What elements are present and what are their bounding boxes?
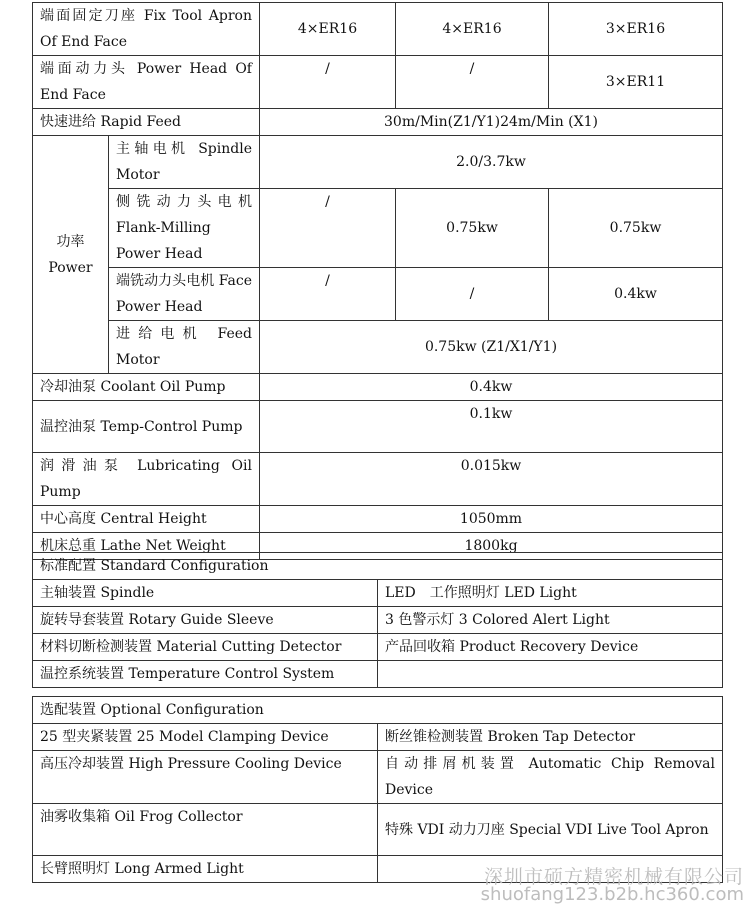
watermark-url: shuofang123.b2b.hc360.com xyxy=(480,884,744,905)
power-head-v2: / xyxy=(396,56,549,109)
table-row xyxy=(33,453,723,506)
temp-pump-label: 温控油泵 Temp-Control Pump xyxy=(33,401,260,453)
net-weight-label: 机床总重 Lathe Net Weight xyxy=(33,533,260,560)
flank-milling-label: 侧铣动力头电机 Flank-Milling Power Head xyxy=(109,189,260,268)
central-height-label: 中心高度 Central Height xyxy=(33,506,260,533)
flank-milling-v2: 0.75kw xyxy=(396,189,549,268)
optional-config-table xyxy=(32,696,723,883)
table-row xyxy=(33,697,723,724)
table-row xyxy=(33,401,723,453)
table-row xyxy=(33,634,723,661)
table-row xyxy=(33,109,723,136)
table-row xyxy=(33,580,723,607)
table-row xyxy=(33,661,723,688)
power-head-label: 端面动力头 Power Head Of End Face xyxy=(33,56,260,109)
power-head-v1: / xyxy=(260,56,396,109)
optional-item: 油雾收集箱 Oil Frog Collector xyxy=(33,804,378,856)
standard-config-table xyxy=(32,552,723,688)
table-row xyxy=(33,804,723,856)
table-row xyxy=(33,607,723,634)
table-row xyxy=(33,506,723,533)
table-row xyxy=(33,321,723,374)
standard-item: 材料切断检测装置 Material Cutting Detector xyxy=(33,634,378,661)
lub-pump-value: 0.015kw xyxy=(260,453,723,506)
table-row xyxy=(33,189,723,268)
face-power-head-v1: / xyxy=(260,268,396,321)
rapid-feed-label: 快速进给 Rapid Feed xyxy=(33,109,260,136)
coolant-pump-value: 0.4kw xyxy=(260,374,723,401)
table-row xyxy=(33,374,723,401)
table-row xyxy=(33,3,723,56)
rapid-feed-value: 30m/Min(Z1/Y1)24m/Min (X1) xyxy=(260,109,723,136)
fix-tool-apron-v3: 3×ER16 xyxy=(549,3,723,56)
face-power-head-v2: / xyxy=(396,268,549,321)
optional-item: 25 型夹紧装置 25 Model Clamping Device xyxy=(33,724,378,751)
table-row xyxy=(33,268,723,321)
standard-item: 产品回收箱 Product Recovery Device xyxy=(378,634,723,661)
table-row xyxy=(33,136,723,189)
table-row xyxy=(33,751,723,804)
spec-table xyxy=(32,2,723,560)
power-head-v3: 3×ER11 xyxy=(549,56,723,109)
feed-motor-value: 0.75kw (Z1/X1/Y1) xyxy=(260,321,723,374)
spindle-motor-label: 主轴电机 Spindle Motor xyxy=(109,136,260,189)
standard-item: 旋转导套装置 Rotary Guide Sleeve xyxy=(33,607,378,634)
optional-item: 自动排屑机装置 Automatic Chip Removal Device xyxy=(378,751,723,804)
standard-item: LED 工作照明灯 LED Light xyxy=(378,580,723,607)
standard-item: 3 色警示灯 3 Colored Alert Light xyxy=(378,607,723,634)
standard-item: 主轴装置 Spindle xyxy=(33,580,378,607)
central-height-value: 1050mm xyxy=(260,506,723,533)
face-power-head-label: 端铣动力头电机 Face Power Head xyxy=(109,268,260,321)
standard-item: 温控系统装置 Temperature Control System xyxy=(33,661,378,688)
lub-pump-label: 润滑油泵 Lubricating Oil Pump xyxy=(33,453,260,506)
watermark-company: 深圳市硕方精密机械有限公司 xyxy=(483,866,744,888)
power-label: 功率 Power xyxy=(33,136,109,374)
table-row xyxy=(33,56,723,109)
optional-item: 长臂照明灯 Long Armed Light xyxy=(33,856,378,883)
optional-item: 断丝锥检测装置 Broken Tap Detector xyxy=(378,724,723,751)
flank-milling-v1: / xyxy=(260,189,396,268)
flank-milling-v3: 0.75kw xyxy=(549,189,723,268)
temp-pump-value: 0.1kw xyxy=(260,401,723,453)
standard-config-title: 标准配置 Standard Configuration xyxy=(33,553,723,580)
optional-config-title: 选配装置 Optional Configuration xyxy=(33,697,723,724)
fix-tool-apron-label: 端面固定刀座 Fix Tool Apron Of End Face xyxy=(33,3,260,56)
table-row xyxy=(33,553,723,580)
optional-item: 高压冷却装置 High Pressure Cooling Device xyxy=(33,751,378,804)
spindle-motor-value: 2.0/3.7kw xyxy=(260,136,723,189)
face-power-head-v3: 0.4kw xyxy=(549,268,723,321)
fix-tool-apron-v1: 4×ER16 xyxy=(260,3,396,56)
net-weight-value: 1800kg xyxy=(260,533,723,560)
standard-item xyxy=(378,661,723,688)
table-row xyxy=(33,724,723,751)
coolant-pump-label: 冷却油泵 Coolant Oil Pump xyxy=(33,374,260,401)
optional-item: 特殊 VDI 动力刀座 Special VDI Live Tool Apron xyxy=(378,804,723,856)
feed-motor-label: 进给电机 Feed Motor xyxy=(109,321,260,374)
fix-tool-apron-v2: 4×ER16 xyxy=(396,3,549,56)
